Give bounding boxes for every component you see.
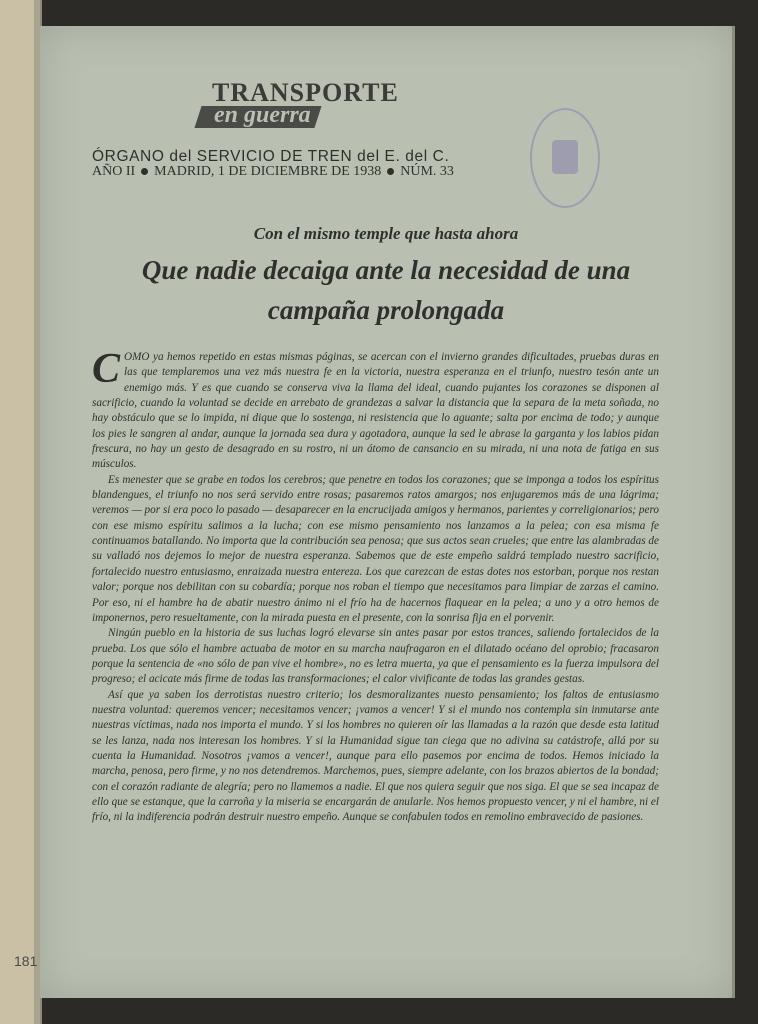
- article-paragraph: [92, 346, 659, 473]
- issue-year: AÑO II: [92, 164, 136, 179]
- article-headline: Que nadie decaiga ante la necesidad de una campaña prolongada: [141, 255, 631, 325]
- drop-cap: C: [92, 346, 121, 392]
- article-paragraph: Es menester que se grabe en todos los cerebros; que penetre en todos los corazones; que se imponga a todos los espíritus blandengues, el triunfo no nos será servido entre rosas; pasaremos ratos amargos; nos enjugaremos más de una lágrima; veremos — por si era poco lo pasado — desaparecer en la encrucijada amigos y hermanos, parientes y correligionarios; pero con ese mismo espíritu salimos a la lucha; con ese mismo pensamiento nos lanzamos a la pelea; con esa misma fe continuamos batallando. No importa que la contribución sea penosa; que sus actos sean crueles; que entre las alambradas de su valladó nos dejemos lo mejor de nuestra esperanza. Sabemos que de este empeño saldrá templado nuestro sacrificio, fortalecido nuestro entusiasmo, enraizada nuestra entereza. Los que carezcan de estas dotes nos estorban, porque nos restan valor; porque nos debilitan con su cobardía; porque nos roban el tiempo que necesitamos para limpiar de zarzas el camino. Por eso, ni el hambre ha de abatir nuestro ánimo ni el frío ha de hacernos flaquear en la pelea; a uno y a otro hemos de imponernos, pero resueltamente, con la mirada puesta en el presente, con la sonrisa fija en el porvenir.: [92, 473, 659, 624]
- bullet-dot: [141, 168, 148, 175]
- archive-folio-number: 181: [14, 953, 38, 969]
- masthead-title: TRANSPORTE: [212, 78, 399, 107]
- article-kicker: Con el mismo temple que hasta ahora: [253, 224, 519, 243]
- paragraph-text: OMO ya hemos repetido en estas mismas páginas, se acercan con el invierno grandes dificultades, pruebas duras en las que templaremos una vez más nuestra fe en la victoria, nuestra esperanza en el triunfo, nuestro tesón ante un enemigo más. Y es que cuando se conserva viva la llama del ideal, cuando pujantes los corazones se disponen al sacrificio, cuando la voluntad se decide en arrebato de grandezas a salvar la distancia que la separa de la meta soñada, no hay obstáculo que se lo impida, ni dique que lo sostenga, ni resistencia que lo aguante; salta por encima de todo; y aunque los pies le sangren al andar, aunque la jornada sea dura y agotadora, aunque la sed le abrase la garganta y los labios pidan frescura, no hay un gesto de desagrado en su rostro, ni un átomo de cansancio en su mirada, ni una nota de fatiga en sus músculos.: [92, 351, 659, 471]
- stamp-emblem: [552, 140, 578, 174]
- issue-number: NÚM. 33: [400, 164, 454, 179]
- masthead-subtitle: en guerra: [214, 102, 311, 128]
- newspaper-page: [40, 26, 735, 998]
- issue-line: [92, 164, 454, 180]
- article-paragraph: Así que ya saben los derrotistas nuestro criterio; los desmoralizantes nuesto pensamiento; los faltos de entusiasmo nuestra voluntad: queremos vencer; necesitamos vencer; ¡vamos a vencer! Y si el mundo nos contempla sin inmutarse ante nuestras víctimas, nada nos importa el mundo. Y si los hombres no quieren oír las llamadas a la razón que desde esta latitud se les lanza, nada nos interesan los hombres. Y si la Humanidad sigue tan ciega que no adivina su catástrofe, allá por su cuenta la Humanidad. Nosotros ¡vamos a vencer!, aunque para ello pasemos por encima de todos. Hemos iniciado la marcha, penosa, pero firme, y no nos detendremos. Marchemos, pues, siempre adelante, con los brazos abiertos de la bondad; con el corazón radiante de alegría; pero no llamemos a nadie. El que nos quiera seguir que nos siga. El que se sea incapaz de ello que se estanque, que la carroña y la miseria se encargarán de anularle. Nos hemos propuesto vencer, y ni el hambre, ni el frío, ni la indiferencia podrán destruir nuestro empeño. Aunque se confabulen todos en remolino embravecido de pasiones.: [92, 688, 659, 824]
- bullet-dot: [387, 168, 394, 175]
- library-stamp: [530, 108, 600, 208]
- masthead-organo: ÓRGANO del SERVICIO DE TREN del E. del C.: [92, 148, 450, 165]
- article-paragraph: Ningún pueblo en la historia de sus luchas logró elevarse sin antes pasar por estos trances, saliendo fortalecidos de la prueba. Los que sólo el hambre actuaba de motor en su marcha naufragaron en el dilatado océano del oprobio; fracasaron porque la sentencia de «no sólo de pan vive el hombre», no es letra muerta, ya que el pensamiento es la fuerza impulsora del progreso; el acicate más firme de todas las transformaciones; el calor vivificante de todas las grandes gestas.: [92, 627, 659, 686]
- article-body: [92, 346, 659, 826]
- issue-place-date: MADRID, 1 DE DICIEMBRE DE 1938: [154, 164, 382, 179]
- masthead-logo: [192, 78, 399, 134]
